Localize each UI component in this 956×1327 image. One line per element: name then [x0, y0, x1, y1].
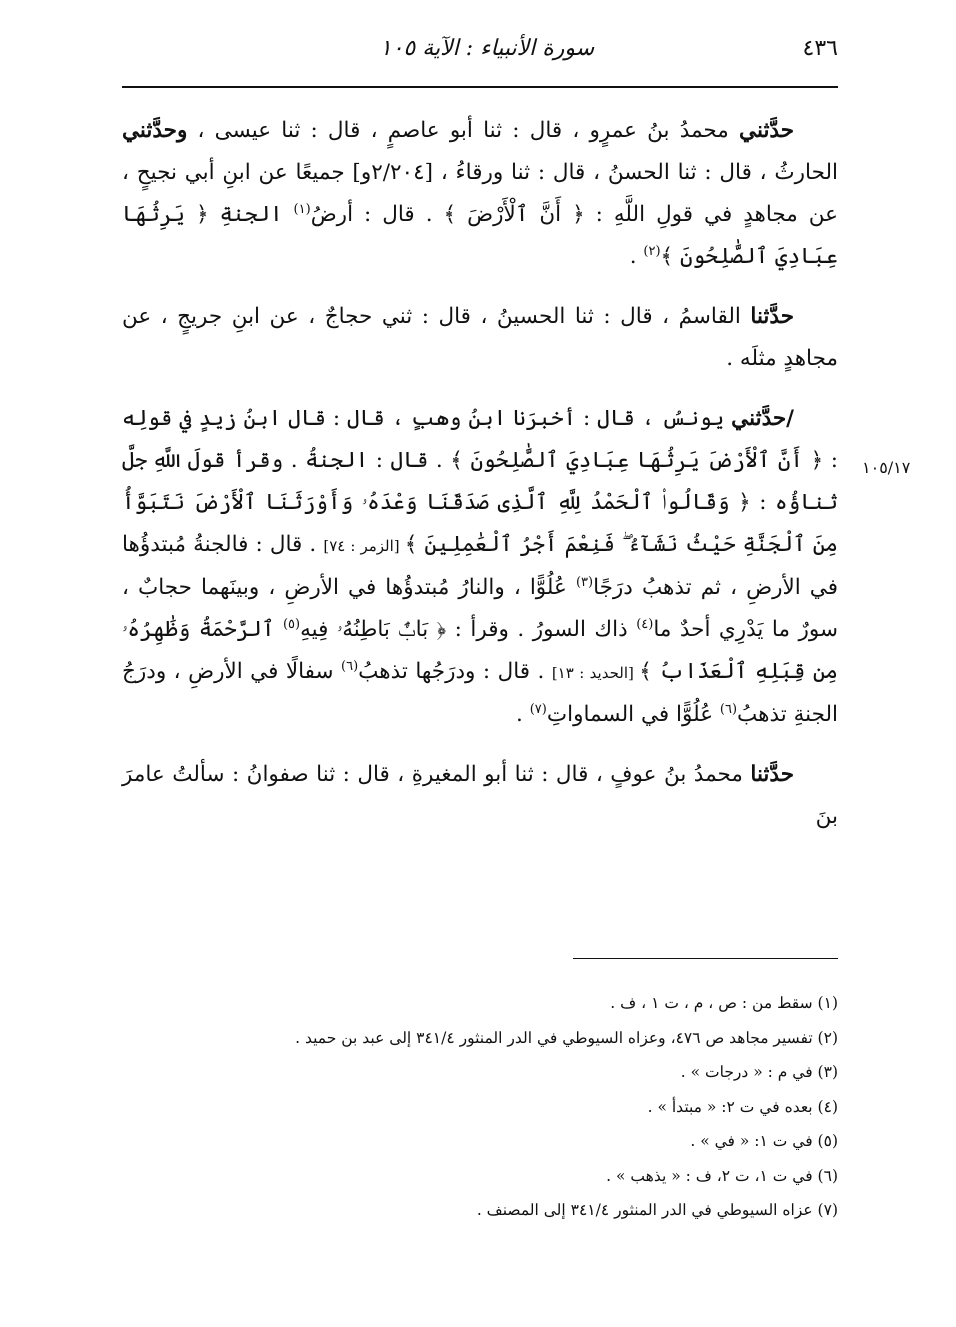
paragraph-4	[122, 754, 838, 838]
footnote-4: (٤) بعده في ت ٢: « مبتدأ » .	[647, 1097, 838, 1116]
footnotes	[122, 986, 838, 1228]
page-number: ٤٣٦	[802, 36, 838, 61]
footnote-1: (١) سقط من : ص ، م ، ت ١ ، ف .	[610, 994, 838, 1012]
text-segment: محمدُ بنُ عمرٍو ، قال : ثنا أبو عاصمٍ ، قال : ثنا عيسى ،	[187, 118, 740, 143]
footnote-marker: (٥)	[282, 616, 301, 632]
text-segment: ذاك السورُ . وقرأ : ﴿ بَابٌۢ بَاطِنُهُۥ فِيهِ	[300, 617, 637, 642]
isnad-phrase: حدَّثنا	[750, 304, 794, 329]
text-segment: سفالًا في الأرضِ ، ودرَجُ الجنةِ تذهبُ	[122, 659, 838, 727]
footnote-marker: (٣)	[575, 574, 594, 590]
text-segment: القاسمُ ، قال : ثنا الحسينُ ، قال : ثني حجاجٌ ، عن ابنِ جريجٍ ، عن مجاهدٍ مثلَه .	[122, 304, 838, 371]
text-segment: . قال : فالجنةُ مُبتدؤُها في الأرضِ ، ثم تذهبُ درَجًا	[122, 532, 838, 600]
text-segment: الجنةِ ﴿ يَرِثُهَا عِبَادِيَ ٱلصَّٰلِحُونَ ﴾	[122, 202, 838, 269]
isnad-phrase: حدَّثني	[739, 118, 794, 143]
surah-reference: [الزمر : ٧٤]	[323, 537, 405, 555]
paragraph-2	[122, 296, 838, 380]
footnote-marker: (٦)	[341, 658, 359, 674]
isnad-phrase: وحدَّثني	[122, 118, 188, 143]
page-header	[122, 28, 838, 78]
running-title: سورة الأنبياء : الآية ١٠٥	[379, 36, 595, 61]
text-segment: ٱلرَّحْمَةُ وَظَٰهِرُهُۥ مِن قِبَلِهِ ٱلْعَذَابُ ﴾	[122, 617, 839, 684]
footnote-6: (٦) في ت ١، ت ٢، ف : « يذهب » .	[606, 1166, 838, 1185]
text-segment: .	[516, 702, 530, 727]
footnote-2: (٢) تفسير مجاهد ص ٤٧٦، وعزاه السيوطي في الدر المنثور ٣٤١/٤ إلى عبد بن حميد .	[295, 1028, 838, 1047]
footnote-7: (٧) عزاه السيوطي في الدر المنثور ٣٤١/٤ إلى المصنف .	[476, 1201, 838, 1219]
text-segment: عُلُوًّا ، والنارُ مُبتدؤُها في الأرضِ ، وبينَهما حجابٌ ، سورٌ ما يَدْرِي أحدٌ ما	[122, 575, 838, 642]
footnote-marker: (٧)	[529, 701, 547, 717]
text-segment: محمدُ بنُ عوفٍ ، قال : ثنا أبو المغيرةِ ، قال : ثنا صفوانُ : سألتُ عامرَ بنَ	[122, 762, 838, 829]
text-segment: . قال : ودرَجُها تذهبُ	[358, 659, 552, 684]
main-text	[122, 110, 838, 856]
footnote-marker: (٦)	[719, 701, 738, 717]
footnote-rule	[573, 958, 838, 959]
isnad-phrase: /حدَّثني	[731, 406, 794, 431]
text-segment: .	[629, 244, 644, 269]
header-rule	[122, 86, 838, 88]
text-segment: عُلُوًّا في السماواتِ	[546, 702, 720, 727]
footnote-marker: (٤)	[636, 616, 654, 632]
surah-reference: [الحديد : ١٣]	[551, 664, 640, 682]
text-segment: الحارثُ ، قال : ثنا الحسنُ ، قال : ثنا ورقاءُ ، [٢/٢٠٤و] جميعًا عن ابنِ أبي نجيحٍ ، عن مجاهدٍ في قولِ اللَّهِ : ﴿ أَنَّ ٱلْأَرْضَ ﴾ . قال : أرضُ	[122, 160, 838, 227]
paragraph-3	[122, 398, 838, 736]
footnote-5: (٥) في ت ١: « في » .	[690, 1132, 838, 1150]
footnote-marker: (٢)	[643, 243, 661, 259]
paragraph-1	[122, 110, 838, 278]
footnote-3: (٣) في م : « درجات » .	[680, 1063, 838, 1081]
text-segment: يونسُ ، قال : أخبرَنا ابنُ وهبٍ ، قال : قال ابنُ زيدٍ في قولِه : ﴿ أَنَّ ٱلْأَرْضَ يَرِثُهَا عِبَادِيَ ٱلصَّٰلِحُونَ ﴾ . قال : الجنةُ . وقرأ قولَ اللَّهِ جلَّ ثناؤُه : ﴿ وَقَالُوا۟ ٱلْحَمْدُ لِلَّهِ ٱلَّذِى صَدَقَنَا وَعْدَهُۥ وَأَوْرَثَنَا ٱلْأَرْضَ نَتَبَوَّأُ مِنَ ٱلْجَنَّةِ حَيْثُ نَشَآءُ ۖ فَنِعْمَ أَجْرُ ٱلْعَٰمِلِينَ ﴾	[122, 406, 838, 557]
isnad-phrase: حدَّثنا	[750, 762, 794, 787]
margin-reference: ١٠٥/١٧	[862, 458, 911, 477]
footnote-marker: (١)	[293, 201, 311, 217]
